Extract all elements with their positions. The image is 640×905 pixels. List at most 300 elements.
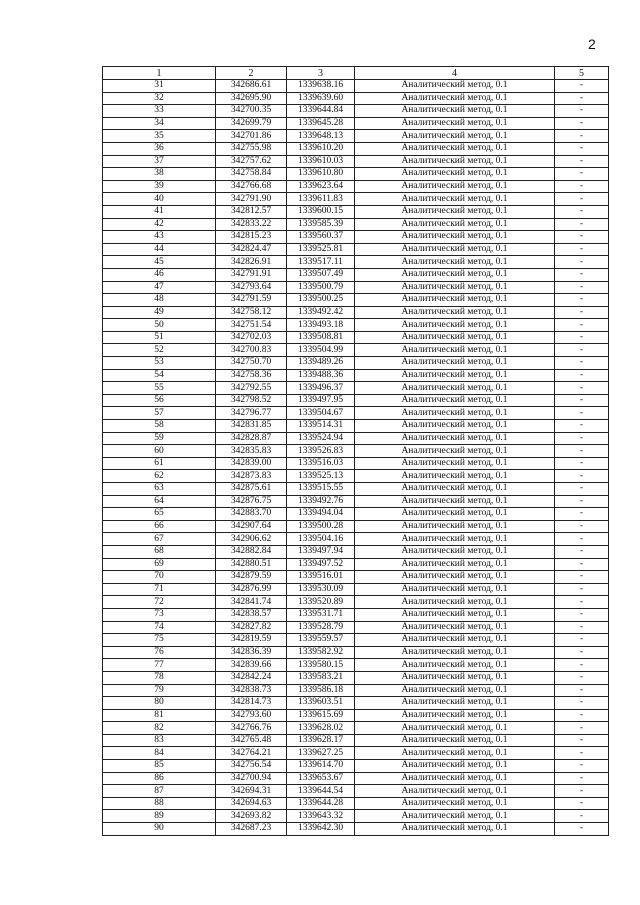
y-coordinate-cell: 1339528.79	[287, 621, 355, 634]
column-header-4: 4	[355, 67, 555, 80]
point-number-cell: 63	[103, 483, 216, 496]
x-coordinate-cell: 342792.55	[216, 382, 287, 395]
note-cell: -	[555, 634, 609, 647]
method-cell: Аналитический метод, 0.1	[355, 785, 555, 798]
note-cell: -	[555, 394, 609, 407]
point-number-cell: 64	[103, 495, 216, 508]
x-coordinate-cell: 342873.83	[216, 470, 287, 483]
note-cell: -	[555, 155, 609, 168]
note-cell: -	[555, 205, 609, 218]
point-number-cell: 58	[103, 420, 216, 433]
y-coordinate-cell: 1339515.55	[287, 483, 355, 496]
table-row	[103, 697, 609, 710]
point-number-cell: 82	[103, 722, 216, 735]
table-row	[103, 369, 609, 382]
x-coordinate-cell: 342693.82	[216, 810, 287, 823]
y-coordinate-cell: 1339614.70	[287, 760, 355, 773]
point-number-cell: 42	[103, 218, 216, 231]
note-cell: -	[555, 294, 609, 307]
y-coordinate-cell: 1339583.21	[287, 671, 355, 684]
point-number-cell: 88	[103, 797, 216, 810]
point-number-cell: 84	[103, 747, 216, 760]
method-cell: Аналитический метод, 0.1	[355, 306, 555, 319]
point-number-cell: 87	[103, 785, 216, 798]
table-row	[103, 445, 609, 458]
method-cell: Аналитический метод, 0.1	[355, 105, 555, 118]
note-cell: -	[555, 621, 609, 634]
column-header-2: 2	[216, 67, 287, 80]
x-coordinate-cell: 342756.54	[216, 760, 287, 773]
point-number-cell: 72	[103, 596, 216, 609]
method-cell: Аналитический метод, 0.1	[355, 80, 555, 93]
x-coordinate-cell: 342875.61	[216, 483, 287, 496]
table-header-row	[103, 67, 609, 80]
y-coordinate-cell: 1339560.37	[287, 231, 355, 244]
x-coordinate-cell: 342687.23	[216, 823, 287, 836]
note-cell: -	[555, 760, 609, 773]
y-coordinate-cell: 1339643.32	[287, 810, 355, 823]
note-cell: -	[555, 268, 609, 281]
table-row	[103, 558, 609, 571]
method-cell: Аналитический метод, 0.1	[355, 394, 555, 407]
method-cell: Аналитический метод, 0.1	[355, 810, 555, 823]
y-coordinate-cell: 1339586.18	[287, 684, 355, 697]
x-coordinate-cell: 342758.84	[216, 168, 287, 181]
table-row	[103, 646, 609, 659]
table-row	[103, 823, 609, 836]
table-row	[103, 457, 609, 470]
point-number-cell: 40	[103, 193, 216, 206]
method-cell: Аналитический метод, 0.1	[355, 545, 555, 558]
x-coordinate-cell: 342880.51	[216, 558, 287, 571]
y-coordinate-cell: 1339610.80	[287, 168, 355, 181]
table-row	[103, 621, 609, 634]
point-number-cell: 67	[103, 533, 216, 546]
y-coordinate-cell: 1339585.39	[287, 218, 355, 231]
point-number-cell: 51	[103, 331, 216, 344]
method-cell: Аналитический метод, 0.1	[355, 256, 555, 269]
method-cell: Аналитический метод, 0.1	[355, 445, 555, 458]
table-row	[103, 382, 609, 395]
y-coordinate-cell: 1339496.37	[287, 382, 355, 395]
point-number-cell: 85	[103, 760, 216, 773]
y-coordinate-cell: 1339492.76	[287, 495, 355, 508]
x-coordinate-cell: 342827.82	[216, 621, 287, 634]
x-coordinate-cell: 342798.52	[216, 394, 287, 407]
table-row	[103, 608, 609, 621]
point-number-cell: 56	[103, 394, 216, 407]
point-number-cell: 60	[103, 445, 216, 458]
x-coordinate-cell: 342796.77	[216, 407, 287, 420]
point-number-cell: 68	[103, 545, 216, 558]
point-number-cell: 52	[103, 344, 216, 357]
y-coordinate-cell: 1339500.79	[287, 281, 355, 294]
table-row	[103, 407, 609, 420]
note-cell: -	[555, 256, 609, 269]
method-cell: Аналитический метод, 0.1	[355, 130, 555, 143]
note-cell: -	[555, 281, 609, 294]
x-coordinate-cell: 342686.61	[216, 80, 287, 93]
point-number-cell: 53	[103, 357, 216, 370]
note-cell: -	[555, 646, 609, 659]
x-coordinate-cell: 342828.87	[216, 432, 287, 445]
table-row	[103, 470, 609, 483]
table-row	[103, 583, 609, 596]
table-row	[103, 180, 609, 193]
x-coordinate-cell: 342883.70	[216, 508, 287, 521]
table-row	[103, 722, 609, 735]
x-coordinate-cell: 342842.24	[216, 671, 287, 684]
method-cell: Аналитический метод, 0.1	[355, 357, 555, 370]
y-coordinate-cell: 1339504.99	[287, 344, 355, 357]
note-cell: -	[555, 722, 609, 735]
y-coordinate-cell: 1339603.51	[287, 697, 355, 710]
method-cell: Аналитический метод, 0.1	[355, 621, 555, 634]
point-number-cell: 36	[103, 142, 216, 155]
table-row	[103, 420, 609, 433]
x-coordinate-cell: 342812.57	[216, 205, 287, 218]
table-row	[103, 508, 609, 521]
x-coordinate-cell: 342700.94	[216, 772, 287, 785]
note-cell: -	[555, 709, 609, 722]
method-cell: Аналитический метод, 0.1	[355, 797, 555, 810]
note-cell: -	[555, 470, 609, 483]
note-cell: -	[555, 747, 609, 760]
point-number-cell: 57	[103, 407, 216, 420]
x-coordinate-cell: 342835.83	[216, 445, 287, 458]
note-cell: -	[555, 80, 609, 93]
y-coordinate-cell: 1339500.28	[287, 520, 355, 533]
point-number-cell: 37	[103, 155, 216, 168]
method-cell: Аналитический метод, 0.1	[355, 470, 555, 483]
y-coordinate-cell: 1339638.16	[287, 80, 355, 93]
x-coordinate-cell: 342766.68	[216, 180, 287, 193]
table-row	[103, 533, 609, 546]
y-coordinate-cell: 1339488.36	[287, 369, 355, 382]
point-number-cell: 31	[103, 80, 216, 93]
method-cell: Аналитический метод, 0.1	[355, 697, 555, 710]
x-coordinate-cell: 342793.60	[216, 709, 287, 722]
y-coordinate-cell: 1339504.67	[287, 407, 355, 420]
method-cell: Аналитический метод, 0.1	[355, 671, 555, 684]
method-cell: Аналитический метод, 0.1	[355, 646, 555, 659]
y-coordinate-cell: 1339508.81	[287, 331, 355, 344]
y-coordinate-cell: 1339645.28	[287, 117, 355, 130]
note-cell: -	[555, 168, 609, 181]
x-coordinate-cell: 342836.39	[216, 646, 287, 659]
note-cell: -	[555, 596, 609, 609]
table-row	[103, 256, 609, 269]
point-number-cell: 90	[103, 823, 216, 836]
note-cell: -	[555, 331, 609, 344]
table-row	[103, 92, 609, 105]
point-number-cell: 74	[103, 621, 216, 634]
table-row	[103, 747, 609, 760]
point-number-cell: 33	[103, 105, 216, 118]
table-row	[103, 684, 609, 697]
method-cell: Аналитический метод, 0.1	[355, 596, 555, 609]
note-cell: -	[555, 369, 609, 382]
table-row	[103, 709, 609, 722]
note-cell: -	[555, 495, 609, 508]
x-coordinate-cell: 342702.03	[216, 331, 287, 344]
method-cell: Аналитический метод, 0.1	[355, 634, 555, 647]
note-cell: -	[555, 130, 609, 143]
note-cell: -	[555, 420, 609, 433]
point-number-cell: 65	[103, 508, 216, 521]
note-cell: -	[555, 608, 609, 621]
note-cell: -	[555, 344, 609, 357]
note-cell: -	[555, 142, 609, 155]
x-coordinate-cell: 342758.36	[216, 369, 287, 382]
x-coordinate-cell: 342879.59	[216, 571, 287, 584]
table-row	[103, 520, 609, 533]
table-row	[103, 331, 609, 344]
method-cell: Аналитический метод, 0.1	[355, 243, 555, 256]
note-cell: -	[555, 432, 609, 445]
x-coordinate-cell: 342700.35	[216, 105, 287, 118]
note-cell: -	[555, 180, 609, 193]
x-coordinate-cell: 342841.74	[216, 596, 287, 609]
method-cell: Аналитический метод, 0.1	[355, 142, 555, 155]
table-row	[103, 281, 609, 294]
table-row	[103, 394, 609, 407]
point-number-cell: 70	[103, 571, 216, 584]
method-cell: Аналитический метод, 0.1	[355, 684, 555, 697]
note-cell: -	[555, 231, 609, 244]
table-row	[103, 797, 609, 810]
table-row	[103, 483, 609, 496]
y-coordinate-cell: 1339497.95	[287, 394, 355, 407]
point-number-cell: 61	[103, 457, 216, 470]
y-coordinate-cell: 1339497.52	[287, 558, 355, 571]
note-cell: -	[555, 306, 609, 319]
x-coordinate-cell: 342839.66	[216, 659, 287, 672]
table-row	[103, 130, 609, 143]
table-row	[103, 155, 609, 168]
method-cell: Аналитический метод, 0.1	[355, 268, 555, 281]
note-cell: -	[555, 445, 609, 458]
x-coordinate-cell: 342831.85	[216, 420, 287, 433]
point-number-cell: 38	[103, 168, 216, 181]
point-number-cell: 49	[103, 306, 216, 319]
x-coordinate-cell: 342766.76	[216, 722, 287, 735]
method-cell: Аналитический метод, 0.1	[355, 205, 555, 218]
x-coordinate-cell: 342791.90	[216, 193, 287, 206]
note-cell: -	[555, 117, 609, 130]
y-coordinate-cell: 1339516.03	[287, 457, 355, 470]
method-cell: Аналитический метод, 0.1	[355, 382, 555, 395]
x-coordinate-cell: 342694.63	[216, 797, 287, 810]
point-number-cell: 86	[103, 772, 216, 785]
point-number-cell: 62	[103, 470, 216, 483]
x-coordinate-cell: 342824.47	[216, 243, 287, 256]
y-coordinate-cell: 1339639.60	[287, 92, 355, 105]
note-cell: -	[555, 545, 609, 558]
y-coordinate-cell: 1339644.84	[287, 105, 355, 118]
note-cell: -	[555, 105, 609, 118]
y-coordinate-cell: 1339514.31	[287, 420, 355, 433]
y-coordinate-cell: 1339642.30	[287, 823, 355, 836]
method-cell: Аналитический метод, 0.1	[355, 432, 555, 445]
method-cell: Аналитический метод, 0.1	[355, 92, 555, 105]
x-coordinate-cell: 342838.57	[216, 608, 287, 621]
point-number-cell: 77	[103, 659, 216, 672]
x-coordinate-cell: 342758.12	[216, 306, 287, 319]
table-row	[103, 760, 609, 773]
method-cell: Аналитический метод, 0.1	[355, 369, 555, 382]
method-cell: Аналитический метод, 0.1	[355, 734, 555, 747]
y-coordinate-cell: 1339580.15	[287, 659, 355, 672]
method-cell: Аналитический метод, 0.1	[355, 520, 555, 533]
method-cell: Аналитический метод, 0.1	[355, 331, 555, 344]
point-number-cell: 47	[103, 281, 216, 294]
note-cell: -	[555, 671, 609, 684]
note-cell: -	[555, 810, 609, 823]
y-coordinate-cell: 1339628.17	[287, 734, 355, 747]
x-coordinate-cell: 342700.83	[216, 344, 287, 357]
y-coordinate-cell: 1339582.92	[287, 646, 355, 659]
table-row	[103, 243, 609, 256]
y-coordinate-cell: 1339627.25	[287, 747, 355, 760]
method-cell: Аналитический метод, 0.1	[355, 407, 555, 420]
y-coordinate-cell: 1339524.94	[287, 432, 355, 445]
x-coordinate-cell: 342833.22	[216, 218, 287, 231]
y-coordinate-cell: 1339493.18	[287, 319, 355, 332]
column-header-3: 3	[287, 67, 355, 80]
note-cell: -	[555, 218, 609, 231]
note-cell: -	[555, 797, 609, 810]
note-cell: -	[555, 382, 609, 395]
note-cell: -	[555, 571, 609, 584]
y-coordinate-cell: 1339653.67	[287, 772, 355, 785]
note-cell: -	[555, 734, 609, 747]
method-cell: Аналитический метод, 0.1	[355, 709, 555, 722]
y-coordinate-cell: 1339504.16	[287, 533, 355, 546]
y-coordinate-cell: 1339520.89	[287, 596, 355, 609]
x-coordinate-cell: 342751.54	[216, 319, 287, 332]
note-cell: -	[555, 483, 609, 496]
table-row	[103, 357, 609, 370]
table-row	[103, 571, 609, 584]
method-cell: Аналитический метод, 0.1	[355, 747, 555, 760]
note-cell: -	[555, 558, 609, 571]
point-number-cell: 35	[103, 130, 216, 143]
x-coordinate-cell: 342695.90	[216, 92, 287, 105]
y-coordinate-cell: 1339517.11	[287, 256, 355, 269]
y-coordinate-cell: 1339610.03	[287, 155, 355, 168]
x-coordinate-cell: 342839.00	[216, 457, 287, 470]
note-cell: -	[555, 193, 609, 206]
x-coordinate-cell: 342765.48	[216, 734, 287, 747]
table-row	[103, 659, 609, 672]
point-number-cell: 45	[103, 256, 216, 269]
y-coordinate-cell: 1339644.28	[287, 797, 355, 810]
table-row	[103, 785, 609, 798]
point-number-cell: 46	[103, 268, 216, 281]
method-cell: Аналитический метод, 0.1	[355, 231, 555, 244]
note-cell: -	[555, 823, 609, 836]
x-coordinate-cell: 342791.91	[216, 268, 287, 281]
note-cell: -	[555, 684, 609, 697]
x-coordinate-cell: 342757.62	[216, 155, 287, 168]
x-coordinate-cell: 342906.62	[216, 533, 287, 546]
method-cell: Аналитический метод, 0.1	[355, 722, 555, 735]
y-coordinate-cell: 1339531.71	[287, 608, 355, 621]
x-coordinate-cell: 342826.91	[216, 256, 287, 269]
y-coordinate-cell: 1339525.81	[287, 243, 355, 256]
method-cell: Аналитический метод, 0.1	[355, 180, 555, 193]
point-number-cell: 39	[103, 180, 216, 193]
table-row	[103, 218, 609, 231]
x-coordinate-cell: 342882.84	[216, 545, 287, 558]
method-cell: Аналитический метод, 0.1	[355, 117, 555, 130]
y-coordinate-cell: 1339500.25	[287, 294, 355, 307]
table-row	[103, 810, 609, 823]
method-cell: Аналитический метод, 0.1	[355, 155, 555, 168]
note-cell: -	[555, 407, 609, 420]
method-cell: Аналитический метод, 0.1	[355, 772, 555, 785]
column-header-1: 1	[103, 67, 216, 80]
y-coordinate-cell: 1339559.57	[287, 634, 355, 647]
y-coordinate-cell: 1339600.15	[287, 205, 355, 218]
method-cell: Аналитический метод, 0.1	[355, 823, 555, 836]
point-number-cell: 34	[103, 117, 216, 130]
point-number-cell: 78	[103, 671, 216, 684]
point-number-cell: 81	[103, 709, 216, 722]
method-cell: Аналитический метод, 0.1	[355, 168, 555, 181]
x-coordinate-cell: 342876.75	[216, 495, 287, 508]
method-cell: Аналитический метод, 0.1	[355, 571, 555, 584]
point-number-cell: 80	[103, 697, 216, 710]
table-row	[103, 634, 609, 647]
point-number-cell: 48	[103, 294, 216, 307]
point-number-cell: 50	[103, 319, 216, 332]
y-coordinate-cell: 1339530.09	[287, 583, 355, 596]
table-row	[103, 344, 609, 357]
point-number-cell: 41	[103, 205, 216, 218]
note-cell: -	[555, 697, 609, 710]
y-coordinate-cell: 1339492.42	[287, 306, 355, 319]
note-cell: -	[555, 508, 609, 521]
method-cell: Аналитический метод, 0.1	[355, 483, 555, 496]
point-number-cell: 43	[103, 231, 216, 244]
table-row	[103, 268, 609, 281]
point-number-cell: 55	[103, 382, 216, 395]
table-row	[103, 772, 609, 785]
table-row	[103, 231, 609, 244]
point-number-cell: 69	[103, 558, 216, 571]
method-cell: Аналитический метод, 0.1	[355, 319, 555, 332]
point-number-cell: 89	[103, 810, 216, 823]
point-number-cell: 76	[103, 646, 216, 659]
method-cell: Аналитический метод, 0.1	[355, 281, 555, 294]
note-cell: -	[555, 92, 609, 105]
method-cell: Аналитический метод, 0.1	[355, 583, 555, 596]
y-coordinate-cell: 1339644.54	[287, 785, 355, 798]
method-cell: Аналитический метод, 0.1	[355, 420, 555, 433]
point-number-cell: 71	[103, 583, 216, 596]
y-coordinate-cell: 1339611.83	[287, 193, 355, 206]
note-cell: -	[555, 785, 609, 798]
method-cell: Аналитический метод, 0.1	[355, 344, 555, 357]
table-row	[103, 142, 609, 155]
method-cell: Аналитический метод, 0.1	[355, 659, 555, 672]
coordinates-table	[102, 66, 609, 836]
point-number-cell: 44	[103, 243, 216, 256]
table-row	[103, 193, 609, 206]
x-coordinate-cell: 342876.99	[216, 583, 287, 596]
